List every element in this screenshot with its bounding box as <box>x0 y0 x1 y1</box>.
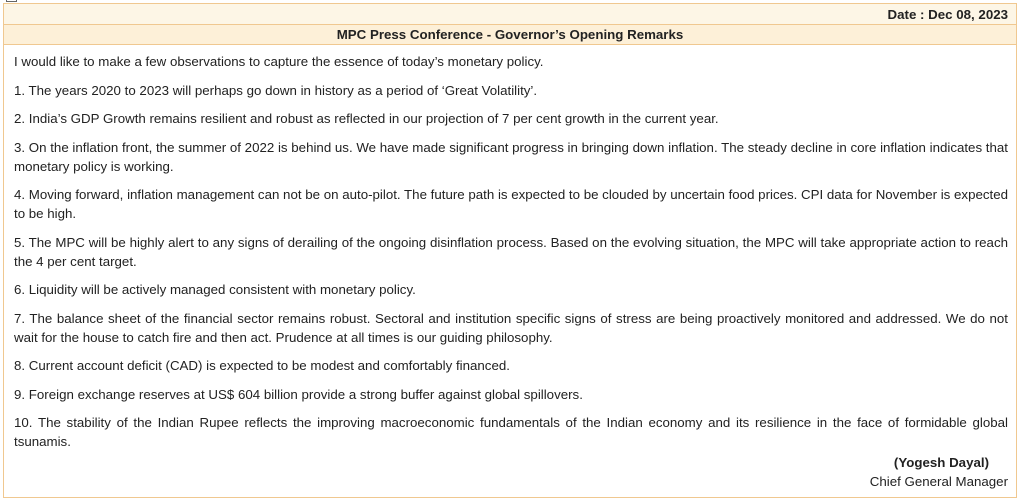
point-4: 4. Moving forward, inflation management can not be on auto-pilot. The future path is expected to be clouded by uncertain food prices. CPI data for November is expected to be high. <box>14 187 1008 221</box>
point-5: 5. The MPC will be highly alert to any signs of derailing of the ongoing disinflation process. Based on the evolving situation, the MPC will take appropriate action to reach the 4 per cent target. <box>14 234 1008 269</box>
point-2: 2. India’s GDP Growth remains resilient and robust as reflected in our projection of 7 per cent growth in the current year. <box>14 111 719 126</box>
intro-paragraph: I would like to make a few observations to capture the essence of today’s monetary policy. <box>14 54 544 69</box>
signature-block <box>870 453 1008 491</box>
point-3: 3. On the inflation front, the summer of 2022 is behind us. We have made significant progress in bringing down inflation. The steady decline in core inflation indicates that monetary policy is working. <box>14 139 1008 174</box>
title-row <box>4 25 1016 45</box>
point-8: 8. Current account deficit (CAD) is expected to be modest and comfortably financed. <box>14 358 510 373</box>
release-date: Date : Dec 08, 2023 <box>887 7 1008 22</box>
point-9: 9. Foreign exchange reserves at US$ 604 billion provide a strong buffer against global spillovers. <box>14 386 583 402</box>
print-icon[interactable] <box>6 0 17 2</box>
point-1: 1. The years 2020 to 2023 will perhaps go down in history as a period of ‘Great Volatility’. <box>14 82 538 98</box>
point-7: 7. The balance sheet of the financial sector remains robust. Sectoral and institution specific signs of stress are being proactively monitored and addressed. We do not wait for the house to catch fire and then act. Prudence at all times is our guiding philosophy. <box>14 310 1008 345</box>
page-title: MPC Press Conference - Governor’s Opening Remarks <box>336 27 684 42</box>
point-10: 10. The stability of the Indian Rupee reflects the improving macroeconomic fundamentals of the Indian economy and its resilience in the face of formidable global tsunamis. <box>14 415 1008 449</box>
press-release-body <box>14 52 1008 461</box>
point-6: 6. Liquidity will be actively managed consistent with monetary policy. <box>14 282 416 297</box>
signatory-title: Chief General Manager <box>869 474 1008 489</box>
signatory-name: (Yogesh Dayal) <box>893 455 989 470</box>
date-row <box>4 4 1016 25</box>
